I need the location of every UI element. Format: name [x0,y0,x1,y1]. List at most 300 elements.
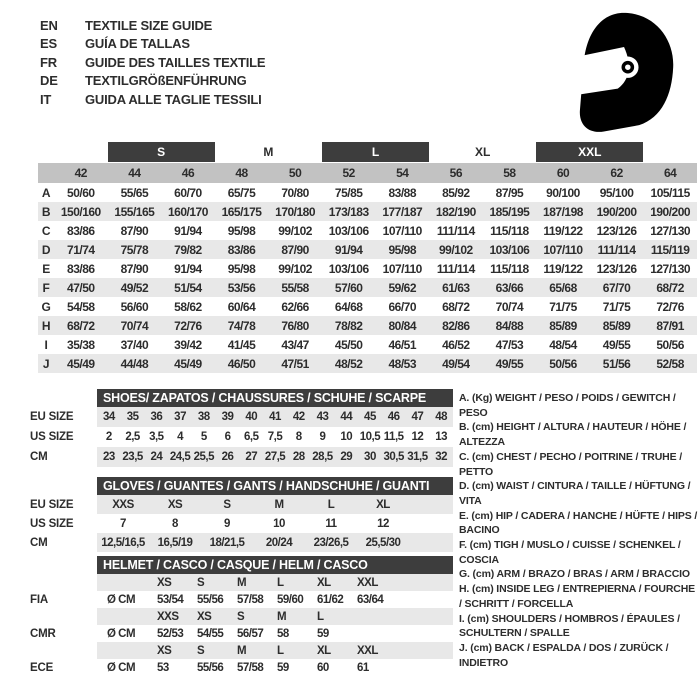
legend-entry: I. (cm) SHOULDERS / HOMBROS / ÉPAULES / SCHULTERN / SPALLE [459,612,680,640]
language-row [40,72,265,91]
legend-entry: F. (cm) TIGH / MUSLO / CUISSE / SCHENKEL / COSCIA [459,539,681,566]
size-value-cell: 64/68 [334,299,363,314]
value-cell: 47 [411,411,424,423]
value-cell: 10,5 [359,431,381,443]
value-cell: 23,5 [122,451,143,463]
value-cell: 9 [319,431,326,443]
row-values [97,608,453,625]
diameter-cm-label: Ø CM [107,661,136,674]
value-cell: 29 [340,451,353,463]
row-values [97,642,453,659]
diameter-cm-label: Ø CM [107,593,136,606]
row-values [97,574,453,591]
row-label: CM [30,451,48,463]
value-cell: 40 [245,411,258,423]
size-group-cell: XL [475,145,491,159]
value-cell: M [237,576,247,589]
size-number-cell: 48 [235,166,248,180]
size-value-cell: 57/60 [334,280,363,295]
value-cell: 44 [340,411,353,423]
value-cell: XS [167,498,183,511]
value-cell: 34 [102,411,115,423]
row-label: CMR [30,627,56,640]
gloves-table [30,495,454,552]
size-group-cell: XXL [536,142,643,162]
racing-helmet-icon [550,8,688,139]
table-row [30,659,454,676]
value-cell: 28,5 [312,451,333,463]
size-value-cell: 50/56 [549,356,577,371]
value-cell: 30,5 [383,451,404,463]
size-value-cell: 48/53 [388,356,417,371]
size-value-cell: 45/49 [174,356,202,371]
legend-entry: D. (cm) WAIST / CINTURA / TAILLE / HÜFTUNG / VITA [459,480,691,507]
value-cell: 20/24 [265,536,293,549]
value-cell: XL [376,498,390,511]
size-number-cell: 46 [181,166,195,180]
size-value-cell: 51/54 [174,280,202,295]
size-number-cell: 42 [74,166,87,180]
row-letter: B [41,204,51,219]
size-value-cell: 160/170 [168,204,208,219]
size-value-cell: 84/88 [495,318,524,333]
value-cell: XXS [112,498,134,511]
legend-entry: E. (cm) HIP / CADERA / HANCHE / HÜFTE / HIPS / BACINO [459,509,698,537]
size-value-cell: 54/58 [67,299,95,314]
size-value-cell: 87/95 [495,185,524,200]
size-value-cell: 119/122 [543,261,583,276]
value-cell: 25,5/30 [365,536,401,549]
language-title: TEXTILE SIZE GUIDE [85,17,213,33]
size-value-cell: 87/90 [120,223,149,238]
size-value-cell: 45/49 [67,356,95,371]
value-cell: 11,5 [383,431,404,443]
row-letter: E [42,261,50,276]
main-size-table [38,141,697,373]
language-row [40,16,265,35]
table-row [30,407,454,427]
value-cell: 46 [387,411,400,423]
size-value-cell: 48/52 [334,356,363,371]
size-value-cell: 46/51 [388,337,417,352]
size-value-cell: 61/63 [442,280,470,295]
size-value-cell: 39/42 [174,337,202,352]
size-group-cell: L [322,142,429,162]
size-value-cell: 43/47 [281,337,309,352]
value-cell: S [197,644,205,657]
size-value-cell: 103/106 [328,261,369,276]
language-title: GUIDA ALLE TAGLIE TESSILI [85,91,262,107]
row-label: US SIZE [30,431,74,443]
size-value-cell: 127/130 [650,261,691,276]
size-value-cell: 47/51 [281,356,309,371]
value-cell: 11 [325,517,337,530]
size-value-cell: 46/52 [442,337,470,352]
sub-tables [30,389,454,676]
size-value-cell: 66/70 [388,299,417,314]
size-value-cell: 182/190 [435,204,476,219]
value-cell: 58 [277,627,289,640]
value-cell: 28 [292,451,305,463]
value-cell: 26 [221,451,234,463]
size-value-cell: 165/175 [221,204,262,219]
value-cell: 45 [364,411,376,423]
size-table-row [38,335,697,354]
size-number-cell: 64 [663,166,677,180]
size-value-cell: 35/38 [67,337,95,352]
table-row [30,591,454,608]
size-value-cell: 170/180 [275,204,316,219]
value-cell: 23/26,5 [313,536,349,549]
value-cell: 2 [105,431,112,443]
size-value-cell: 127/130 [650,223,691,238]
size-value-cell: 70/80 [281,185,309,200]
size-value-cell: 115/119 [650,242,690,257]
size-value-cell: 190/200 [596,204,637,219]
size-value-cell: 50/56 [656,337,684,352]
row-letter: I [44,337,48,352]
value-cell: 24 [150,451,163,463]
size-value-cell: 70/74 [120,318,149,333]
size-table-row [38,240,697,259]
table-row [30,625,454,642]
size-value-cell: 76/80 [281,318,309,333]
size-table-row [38,278,697,297]
legend-entry: C. (cm) CHEST / PECHO / POITRINE / TRUHE / PETTO [459,450,682,478]
value-cell: 12 [377,517,389,530]
size-value-cell: 80/84 [388,318,417,333]
size-value-cell: 190/200 [650,204,691,219]
value-cell: 38 [197,411,210,423]
language-title: GUÍA DE TALLAS [85,36,190,52]
value-cell: XXL [357,576,378,589]
value-cell: M [274,498,284,511]
language-title: TEXTILGRÖßENFÜHRUNG [85,73,247,89]
legend-entry: J. (cm) BACK / ESPALDA / DOS / ZURÜCK / INDIETRO [459,641,669,669]
size-value-cell: 55/58 [281,280,309,295]
value-cell: 41 [269,411,281,423]
size-value-cell: 91/94 [174,261,202,276]
value-cell: 23 [102,451,115,463]
size-value-cell: 95/98 [227,223,256,238]
value-cell: S [237,610,245,623]
size-table-row [38,259,697,278]
size-value-cell: 83/88 [388,185,417,200]
size-value-cell: 95/100 [599,185,634,200]
legend-entry: H. (cm) INSIDE LEG / ENTREPIERNA / FOURCHE / SCHRITT / FORCELLA [459,583,696,610]
size-number-cell: 50 [288,166,302,180]
language-row [40,90,265,109]
row-letter: D [41,242,51,257]
size-value-cell: 68/72 [442,299,470,314]
size-group-cell [54,142,108,162]
value-cell: 37 [174,411,186,423]
size-number-row [38,163,697,183]
size-value-cell: 47/53 [495,337,524,352]
shoes-title: SHOES/ ZAPATOS / CHAUSSURES / SCHUHE / SCARPE [97,389,453,407]
size-value-cell: 79/82 [174,242,202,257]
value-cell: 6,5 [244,431,259,443]
size-value-cell: 95/98 [227,261,256,276]
legend-entry: A. (Kg) WEIGHT / PESO / POIDS / GEWITCH / PESO [459,392,676,419]
value-cell: 32 [435,451,448,463]
size-value-cell: 83/86 [227,242,256,257]
size-value-cell: 50/60 [67,185,95,200]
language-code: EN [40,17,58,33]
helmet-section-header [30,556,454,574]
value-cell: XS [197,610,212,623]
size-group-cell [643,142,697,162]
row-letter: A [41,185,51,200]
value-cell: 10 [273,517,285,530]
table-row [30,533,454,552]
size-table-row [38,183,697,202]
language-row [40,35,265,54]
size-group-row [38,141,697,163]
row-label: CM [30,536,48,549]
size-value-cell: 71/74 [67,242,95,257]
size-value-cell: 49/55 [495,356,524,371]
value-cell: 61 [357,661,369,674]
size-value-cell: 111/114 [597,242,636,257]
size-value-cell: 68/72 [67,318,95,333]
size-value-cell: 68/72 [656,280,684,295]
language-code: ES [40,36,57,52]
size-value-cell: 65/75 [227,185,256,200]
size-value-cell: 51/56 [602,356,631,371]
value-cell: 53/54 [157,593,184,606]
table-row [30,427,454,447]
size-value-cell: 119/122 [543,223,583,238]
value-cell: L [327,498,335,511]
size-value-cell: 95/98 [388,242,417,257]
value-cell: 54/55 [197,627,224,640]
size-value-cell: 85/92 [442,185,470,200]
size-table-row [38,221,697,240]
size-value-cell: 48/54 [549,337,577,352]
size-table-row [38,202,697,221]
value-cell: 18/21,5 [209,536,245,549]
row-label: US SIZE [30,517,74,530]
table-row [30,495,454,514]
size-group-cell: S [108,142,215,162]
row-label: EU SIZE [30,498,74,511]
language-code: IT [40,91,52,107]
size-number-cell: 56 [449,166,463,180]
value-cell: 56/57 [237,627,264,640]
size-value-cell: 123/126 [596,261,637,276]
value-cell: 60 [317,661,329,674]
value-cell: 43 [316,411,329,423]
size-value-cell: 107/110 [543,242,583,257]
value-cell: 30 [364,451,376,463]
size-value-cell: 87/90 [120,261,149,276]
language-row [40,53,265,72]
value-cell: 42 [292,411,305,423]
row-label: FIA [30,593,48,606]
size-value-cell: 72/76 [656,299,684,314]
row-values [97,407,453,427]
table-row [30,642,454,659]
size-number-cell: 54 [396,166,409,180]
value-cell: 63/64 [357,593,384,606]
shoes-section-header [30,389,454,407]
row-label: ECE [30,661,54,674]
value-cell: 10 [340,431,353,443]
size-value-cell: 75/85 [334,185,363,200]
size-number-cell: 44 [128,166,141,180]
value-cell: 53 [157,661,169,674]
size-value-cell: 155/165 [114,204,155,219]
language-code: FR [40,54,57,70]
value-cell: L [277,644,284,657]
value-cell: 57/58 [237,661,264,674]
value-cell: 59 [277,661,289,674]
value-cell: 8 [172,517,178,530]
size-value-cell: 105/115 [650,185,690,200]
size-table-row [38,297,697,316]
size-value-cell: 111/114 [436,261,475,276]
value-cell: 31,5 [407,451,428,463]
size-value-cell: 70/74 [495,299,524,314]
row-values [97,427,453,447]
row-letter: F [42,280,50,295]
value-cell: 59/60 [277,593,304,606]
value-cell: 12 [411,431,424,443]
size-value-cell: 83/86 [67,223,95,238]
value-cell: XL [317,644,331,657]
value-cell: S [223,498,231,511]
size-value-cell: 45/50 [334,337,363,352]
size-value-cell: 53/56 [227,280,256,295]
size-value-cell: 111/114 [436,223,475,238]
size-value-cell: 78/82 [334,318,363,333]
value-cell: XS [157,576,172,589]
value-cell: 13 [435,431,448,443]
size-value-cell: 103/106 [489,242,530,257]
size-table-row [38,316,697,335]
row-letter: J [42,356,50,371]
value-cell: XXS [157,610,179,623]
legend-entry: G. (cm) ARM / BRAZO / BRAS / ARM / BRACCIO [459,568,690,581]
size-value-cell: 150/160 [60,204,101,219]
size-value-cell: 71/75 [602,299,631,314]
size-value-cell: 91/94 [334,242,363,257]
table-row [30,574,454,591]
size-value-cell: 49/54 [442,356,470,371]
value-cell: 7,5 [267,431,283,443]
value-cell: XS [157,644,172,657]
size-value-cell: 49/55 [602,337,631,352]
value-cell: 61/62 [317,593,344,606]
size-value-cell: 173/183 [328,204,369,219]
size-value-cell: 123/126 [596,223,637,238]
value-cell: 27 [245,451,258,463]
size-value-cell: 99/102 [278,223,312,238]
diameter-cm-label: Ø CM [107,627,136,640]
size-value-cell: 72/76 [174,318,202,333]
value-cell: 52/53 [157,627,184,640]
value-cell: 48 [435,411,448,423]
size-value-cell: 177/187 [382,204,423,219]
size-number-cell: 60 [556,166,570,180]
gloves-section-header [30,477,454,495]
size-value-cell: 87/90 [281,242,309,257]
value-cell: XL [317,576,331,589]
language-title: GUIDE DES TAILLES TEXTILE [85,54,266,70]
size-value-cell: 37/40 [120,337,149,352]
value-cell: 27,5 [264,451,286,463]
size-value-cell: 103/106 [328,223,369,238]
size-value-cell: 187/198 [543,204,583,219]
gloves-title: GLOVES / GUANTES / GANTS / HANDSCHUHE / GUANTI [97,477,453,495]
size-table-row [38,354,697,373]
size-value-cell: 91/94 [174,223,202,238]
value-cell: 2,5 [125,431,140,443]
helmet-table [30,574,454,676]
value-cell: 25,5 [193,451,214,463]
size-value-cell: 115/118 [490,261,529,276]
helmet-title: HELMET / CASCO / CASQUE / HELM / CASCO [97,556,453,574]
size-value-cell: 47/50 [67,280,95,295]
size-value-cell: 55/65 [120,185,149,200]
value-cell: L [317,610,324,623]
value-cell: 24,5 [169,451,191,463]
value-cell: 7 [120,517,126,530]
value-cell: S [197,576,205,589]
size-value-cell: 115/118 [490,223,529,238]
value-cell: M [237,644,247,657]
value-cell: 59 [317,627,329,640]
size-value-cell: 63/66 [495,280,524,295]
size-value-cell: 85/89 [549,318,577,333]
row-letter: G [41,299,51,314]
table-row [30,514,454,533]
legend-entry: B. (cm) HEIGHT / ALTURA / HAUTEUR / HÖHE / ALTEZZA [459,421,687,449]
size-value-cell: 41/45 [227,337,256,352]
value-cell: 39 [221,411,234,423]
value-cell: 57/58 [237,593,264,606]
size-value-cell: 44/48 [120,356,149,371]
size-value-cell: 74/78 [227,318,256,333]
size-value-cell: 99/102 [438,242,473,257]
value-cell: 36 [150,411,163,423]
size-number-cell: 52 [342,166,355,180]
size-value-cell: 87/91 [656,318,684,333]
row-values [97,514,453,533]
value-cell: 5 [200,431,207,443]
value-cell: 55/56 [197,661,224,674]
size-value-cell: 107/110 [382,261,422,276]
row-letter: C [41,223,51,238]
size-value-cell: 56/60 [120,299,149,314]
row-letter: H [41,318,51,333]
size-value-cell: 75/78 [120,242,149,257]
size-value-cell: 71/75 [549,299,577,314]
value-cell: M [277,610,287,623]
row-label: EU SIZE [30,411,74,423]
size-value-cell: 62/66 [281,299,309,314]
measurement-legend [459,391,699,670]
size-value-cell: 60/70 [174,185,202,200]
table-row [30,447,454,467]
value-cell: 55/56 [197,593,224,606]
table-row [30,608,454,625]
value-cell: XXL [357,644,378,657]
row-values [97,533,453,552]
value-cell: 6 [224,431,231,443]
size-value-cell: 46/50 [227,356,256,371]
